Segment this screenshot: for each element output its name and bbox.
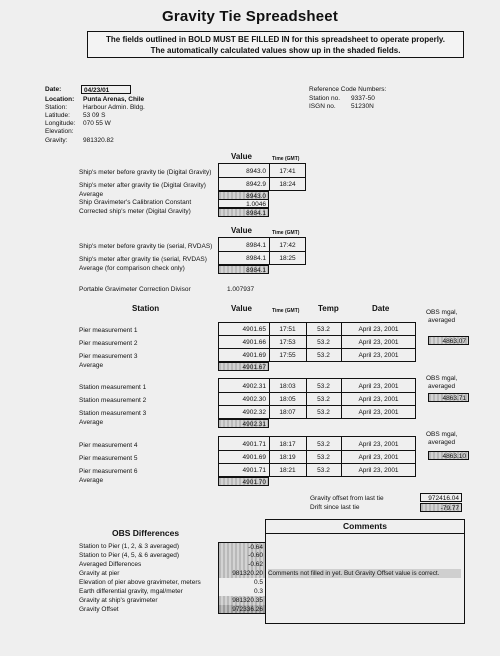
g3r1-temp[interactable]: 53.2 [317, 441, 330, 448]
digital-average-label: Average [79, 191, 104, 198]
g3r2-time[interactable]: 18:19 [279, 454, 296, 461]
g1r2-temp[interactable]: 53.2 [317, 339, 330, 346]
g2r3-value[interactable]: 4902.32 [242, 409, 266, 416]
temp-header: Temp [318, 304, 339, 313]
g1r1-time[interactable]: 17:51 [279, 326, 296, 333]
isgn-no-label: ISGN no. [309, 103, 336, 110]
g2r2-name: Station measurement 2 [79, 397, 147, 404]
g2-average-label: Average [79, 419, 104, 426]
g2r3-name: Station measurement 3 [79, 410, 147, 417]
isgn-no-value: 51230N [351, 103, 374, 110]
obs-label-3a: OBS mgal, [426, 431, 458, 438]
station-value[interactable]: Harbour Admin. Bldg. [83, 104, 145, 111]
g2r3-time[interactable]: 18:07 [279, 409, 296, 416]
corrected-label: Corrected ship's meter (Digital Gravity) [79, 208, 191, 215]
serial-after-time[interactable]: 18:25 [279, 255, 296, 262]
obsdiff-value-7: 981320.35 [218, 596, 265, 605]
gravity-value[interactable]: 981320.82 [83, 137, 114, 144]
g3r2-date[interactable]: April 23, 2001 [358, 454, 399, 461]
g1r3-time[interactable]: 17:55 [279, 352, 296, 359]
g3r1-time[interactable]: 18:17 [279, 441, 296, 448]
g1-average-label: Average [79, 362, 104, 369]
digital-time-header: Time (GMT) [272, 156, 300, 162]
banner-line-2: The automatically calculated values show up in the shaded fields. [150, 46, 401, 55]
obsdiff-label-8: Gravity Offset [79, 606, 119, 613]
obs-label-1b: averaged [428, 317, 456, 324]
value-header: Value [231, 304, 252, 313]
serial-average-label: Average (for comparison check only) [79, 265, 185, 272]
g2r2-date[interactable]: April 23, 2001 [358, 396, 399, 403]
obsdiff-value-2: -0.60 [218, 551, 265, 560]
g3r3-temp[interactable]: 53.2 [317, 467, 330, 474]
digital-after-label: Ship's meter after gravity tie (Digital Gravity) [79, 182, 206, 189]
obsdiff-label-4: Gravity at pier [79, 570, 120, 577]
g3-average-value: 4901.70 [218, 477, 269, 486]
location-value[interactable]: Punta Arenas, Chile [83, 96, 145, 103]
serial-average-value: 8984.1 [218, 265, 269, 274]
serial-time-header: Time (GMT) [272, 230, 300, 236]
g1r2-value[interactable]: 4901.66 [242, 339, 266, 346]
divisor-value: 1.007937 [227, 286, 255, 293]
g2r2-temp[interactable]: 53.2 [317, 396, 330, 403]
g2r1-date[interactable]: April 23, 2001 [358, 383, 399, 390]
g1r1-name: Pier measurement 1 [79, 327, 138, 334]
longitude-label: Longitude: [45, 120, 76, 127]
reference-heading: Reference Code Numbers: [309, 86, 387, 93]
g3r1-value[interactable]: 4901.71 [242, 441, 266, 448]
g3-average-label: Average [79, 477, 104, 484]
elevation-label: Elevation: [45, 128, 74, 135]
longitude-value[interactable]: 070 55 W [83, 120, 111, 127]
obsdiff-value-1: -0.64 [218, 542, 265, 551]
instructions-banner [87, 31, 464, 58]
g3r3-time[interactable]: 18:21 [279, 467, 296, 474]
serial-after-label: Ship's meter after gravity tie (serial, RVDAS) [79, 256, 207, 263]
obsdiff-label-5: Elevation of pier above gravimeter, meters [79, 579, 201, 586]
g1r3-name: Pier measurement 3 [79, 353, 138, 360]
serial-before-label: Ship's meter before gravity tie (serial, RVDAS) [79, 243, 213, 250]
obsdiff-value-6[interactable]: 0.3 [218, 587, 265, 596]
g2r1-temp[interactable]: 53.2 [317, 383, 330, 390]
station-header: Station [132, 304, 160, 313]
obs-label-2a: OBS mgal, [426, 375, 458, 382]
g1-average-value: 4901.67 [218, 362, 269, 371]
page-title: Gravity Tie Spreadsheet [161, 8, 339, 25]
date-label: Date: [45, 86, 62, 93]
obsdiff-label-1: Station to Pier (1, 2, & 3 averaged) [79, 543, 180, 550]
g2r3-temp[interactable]: 53.2 [317, 409, 330, 416]
g2-obs-value: 4863.71 [428, 393, 469, 402]
location-label: Location: [45, 96, 75, 103]
g3r2-temp[interactable]: 53.2 [317, 454, 330, 461]
obs-label-1a: OBS mgal, [426, 309, 458, 316]
g1r3-value[interactable]: 4901.69 [242, 352, 266, 359]
g3r3-name: Pier measurement 6 [79, 468, 138, 475]
g1-obs-value: 4863.07 [428, 336, 469, 345]
gravity-label: Gravity: [45, 137, 68, 144]
g2-average-value: 4902.31 [218, 419, 269, 428]
obs-label-3b: averaged [428, 439, 456, 446]
digital-before-time[interactable]: 17:41 [279, 168, 296, 175]
station-label: Station: [45, 104, 68, 111]
g2r2-value[interactable]: 4902.30 [242, 396, 266, 403]
g2r3-date[interactable]: April 23, 2001 [358, 409, 399, 416]
g2r2-time[interactable]: 18:05 [279, 396, 296, 403]
calib-value[interactable]: 1.0046 [218, 199, 269, 208]
serial-before-time[interactable]: 17:42 [279, 242, 296, 249]
g3r2-value[interactable]: 4901.69 [242, 454, 266, 461]
g1r1-temp[interactable]: 53.2 [317, 326, 330, 333]
obsdiff-label-3: Averaged Differences [79, 561, 142, 568]
g1r3-temp[interactable]: 53.2 [317, 352, 330, 359]
latitude-label: Latitude: [45, 112, 70, 119]
obs-label-2b: averaged [428, 383, 456, 390]
g2r1-name: Station measurement 1 [79, 384, 147, 391]
time-header: Time (GMT) [272, 308, 300, 314]
offset-value[interactable]: 972416.04 [420, 493, 462, 502]
obsdiff-value-5[interactable]: 0.5 [218, 578, 265, 587]
comments-heading: Comments [343, 521, 387, 531]
digital-value-header: Value [231, 152, 252, 161]
g3r3-value[interactable]: 4901.71 [242, 467, 266, 474]
digital-average-value: 8943.0 [218, 191, 269, 200]
serial-before-value[interactable]: 8984.1 [246, 242, 266, 249]
g1r1-date[interactable]: April 23, 2001 [358, 326, 399, 333]
date-field[interactable]: 04/23/01 [81, 85, 131, 94]
digital-before-value[interactable]: 8943.0 [246, 168, 266, 175]
digital-before-label: Ship's meter before gravity tie (Digital Gravity) [79, 169, 212, 176]
digital-after-value[interactable]: 8942.9 [246, 181, 266, 188]
obs-differences-heading: OBS Differences [112, 528, 180, 538]
g3r1-date[interactable]: April 23, 2001 [358, 441, 399, 448]
obsdiff-label-2: Station to Pier (4, 5, & 6 averaged) [79, 552, 180, 559]
station-no-value: 9337-50 [351, 95, 375, 102]
offset-label: Gravity offset from last tie [310, 495, 384, 502]
obsdiff-value-8: 972336.26 [218, 605, 265, 614]
g1r2-name: Pier measurement 2 [79, 340, 138, 347]
corrected-value: 8984.1 [218, 208, 269, 217]
g1r1-value[interactable]: 4901.65 [242, 326, 266, 333]
calib-label: Ship Gravimeter's Calibration Constant [79, 199, 192, 206]
drift-label: Drift since last tie [310, 504, 360, 511]
latitude-value[interactable]: 53 09 S [83, 112, 106, 119]
date-header: Date [372, 304, 390, 313]
digital-after-time[interactable]: 18:24 [279, 181, 296, 188]
serial-after-value[interactable]: 8984.1 [246, 255, 266, 262]
obsdiff-value-4: 981320.20 [218, 569, 265, 578]
g3r1-name: Pier measurement 4 [79, 442, 138, 449]
g3r3-date[interactable]: April 23, 2001 [358, 467, 399, 474]
g1r2-date[interactable]: April 23, 2001 [358, 339, 399, 346]
g2r1-time[interactable]: 18:03 [279, 383, 296, 390]
banner-line-1: The fields outlined in BOLD MUST BE FILLED IN for this spreadsheet to operate properly. [106, 35, 445, 44]
g3r2-name: Pier measurement 5 [79, 455, 138, 462]
serial-value-header: Value [231, 226, 252, 235]
divisor-label: Portable Gravimeter Correction Divisor [79, 286, 191, 293]
drift-value: -79.77 [420, 503, 462, 512]
station-no-label: Station no. [309, 95, 341, 102]
g1r2-time[interactable]: 17:53 [279, 339, 296, 346]
obsdiff-label-7: Gravity at ship's gravimeter [79, 597, 158, 604]
g3-obs-value: 4863.10 [428, 451, 469, 460]
g2r1-value[interactable]: 4902.31 [242, 383, 266, 390]
comments-text[interactable]: Comments not filled in yet. But Gravity Offset value is correct. [268, 569, 461, 578]
obsdiff-label-6: Earth differential gravity, mgal/meter [79, 588, 183, 595]
g1r3-date[interactable]: April 23, 2001 [358, 352, 399, 359]
obsdiff-value-3: -0.62 [218, 560, 265, 569]
